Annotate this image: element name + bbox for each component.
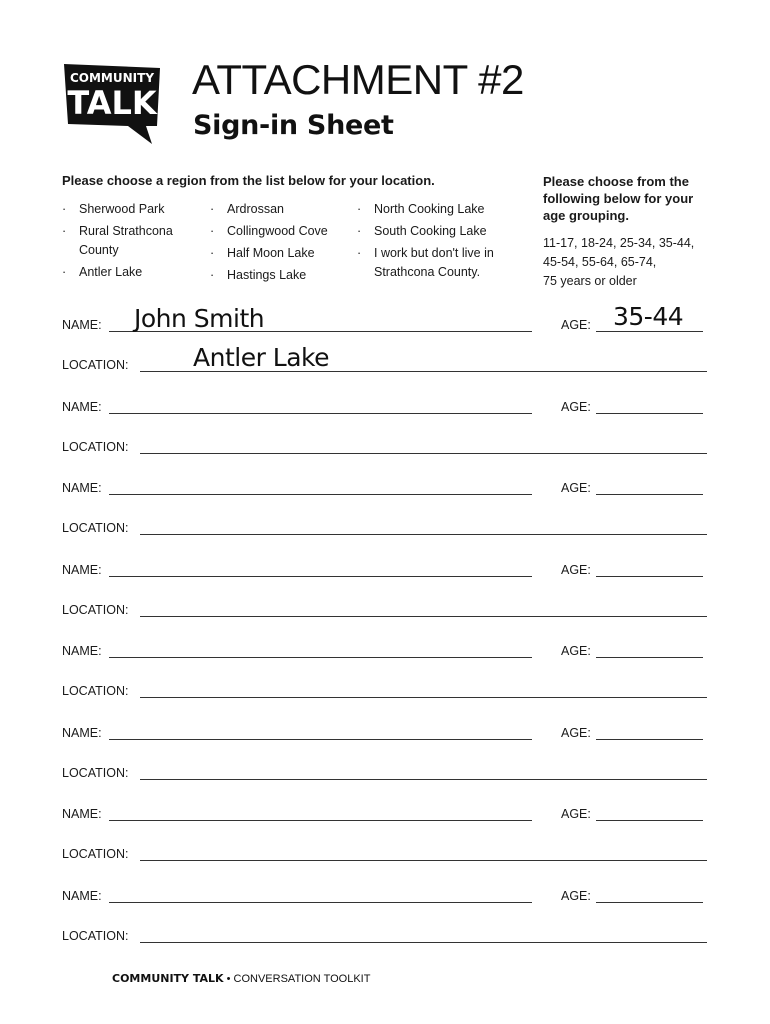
logo-line1: COMMUNITY — [69, 71, 155, 85]
footer-text: CONVERSATION TOOLKIT — [233, 973, 371, 985]
age-field[interactable] — [596, 739, 703, 740]
location-label: LOCATION: — [62, 929, 129, 943]
age-label: AGE: — [561, 481, 591, 495]
age-label: AGE: — [561, 889, 591, 903]
age-label: AGE: — [561, 400, 591, 414]
region-item: · Antler Lake — [62, 265, 143, 279]
age-field[interactable] — [596, 331, 703, 332]
age-field[interactable] — [596, 413, 703, 414]
location-label: LOCATION: — [62, 440, 129, 454]
footer — [112, 972, 370, 985]
age-label: AGE: — [561, 807, 591, 821]
age-groups-line: 75 years or older — [543, 274, 637, 288]
age-field[interactable] — [596, 494, 703, 495]
name-field[interactable] — [109, 576, 532, 577]
age-groups — [543, 234, 718, 291]
age-field[interactable] — [596, 902, 703, 903]
age-field[interactable] — [596, 576, 703, 577]
page-title: ATTACHMENT #2 — [192, 56, 524, 103]
region-label: Ardrossan — [227, 202, 284, 216]
age-field[interactable] — [596, 820, 703, 821]
name-value: John Smith — [134, 304, 265, 333]
footer-brand: COMMUNITY TALK — [112, 972, 224, 985]
region-label: Antler Lake — [79, 265, 143, 279]
name-field[interactable] — [109, 494, 532, 495]
name-label: NAME: — [62, 807, 102, 821]
name-label: NAME: — [62, 644, 102, 658]
name-field[interactable] — [109, 820, 532, 821]
region-label: Hastings Lake — [227, 268, 307, 282]
region-label: Rural Strathcona County — [79, 224, 173, 257]
region-item: · I work but don't live in Strathcona County. — [357, 246, 494, 279]
age-label: AGE: — [561, 726, 591, 740]
community-talk-logo — [62, 62, 162, 146]
region-column-2 — [208, 200, 348, 288]
age-groups-line: 11-17, 18-24, 25-34, 35-44, — [543, 236, 695, 250]
name-label: NAME: — [62, 563, 102, 577]
location-label: LOCATION: — [62, 521, 129, 535]
location-field[interactable] — [140, 453, 707, 454]
region-item: · Sherwood Park — [62, 202, 165, 216]
location-label: LOCATION: — [62, 603, 129, 617]
region-label: Sherwood Park — [79, 202, 165, 216]
footer-separator: • — [226, 973, 231, 985]
region-label: Collingwood Cove — [227, 224, 328, 238]
name-field[interactable] — [109, 413, 532, 414]
location-field[interactable] — [140, 779, 707, 780]
logo-line2: TALK — [67, 84, 157, 122]
region-item: · South Cooking Lake — [357, 224, 487, 238]
page-subtitle: Sign-in Sheet — [193, 110, 394, 141]
region-label: North Cooking Lake — [374, 202, 485, 216]
name-field[interactable] — [109, 902, 532, 903]
location-label: LOCATION: — [62, 358, 129, 372]
location-value: Antler Lake — [193, 343, 330, 372]
region-item: · Rural Strathcona County — [62, 224, 173, 257]
location-label: LOCATION: — [62, 766, 129, 780]
name-label: NAME: — [62, 400, 102, 414]
region-item: · Ardrossan — [210, 202, 284, 216]
age-label: AGE: — [561, 563, 591, 577]
region-item: · Collingwood Cove — [210, 224, 328, 238]
location-label: LOCATION: — [62, 684, 129, 698]
region-column-1 — [60, 200, 200, 285]
name-field[interactable] — [109, 657, 532, 658]
region-instruction: Please choose a region from the list below for your location. — [62, 173, 435, 188]
location-field[interactable] — [140, 534, 707, 535]
age-value: 35-44 — [613, 302, 684, 331]
name-label: NAME: — [62, 481, 102, 495]
age-field[interactable] — [596, 657, 703, 658]
age-label: AGE: — [561, 318, 591, 332]
region-label: I work but don't live in Strathcona County. — [374, 246, 494, 279]
age-instruction: Please choose from the following below for your age grouping. — [543, 174, 694, 223]
name-label: NAME: — [62, 889, 102, 903]
region-item: · North Cooking Lake — [357, 202, 485, 216]
location-field[interactable] — [140, 616, 707, 617]
region-item: · Hastings Lake — [210, 268, 307, 282]
region-label: Half Moon Lake — [227, 246, 315, 260]
location-field[interactable] — [140, 942, 707, 943]
name-field[interactable] — [109, 739, 532, 740]
location-field[interactable] — [140, 697, 707, 698]
age-label: AGE: — [561, 644, 591, 658]
name-label: NAME: — [62, 726, 102, 740]
region-column-3 — [355, 200, 515, 285]
name-label: NAME: — [62, 318, 102, 332]
region-item: · Half Moon Lake — [210, 246, 315, 260]
location-label: LOCATION: — [62, 847, 129, 861]
region-label: South Cooking Lake — [374, 224, 487, 238]
location-field[interactable] — [140, 860, 707, 861]
age-groups-line: 45-54, 55-64, 65-74, — [543, 255, 657, 269]
